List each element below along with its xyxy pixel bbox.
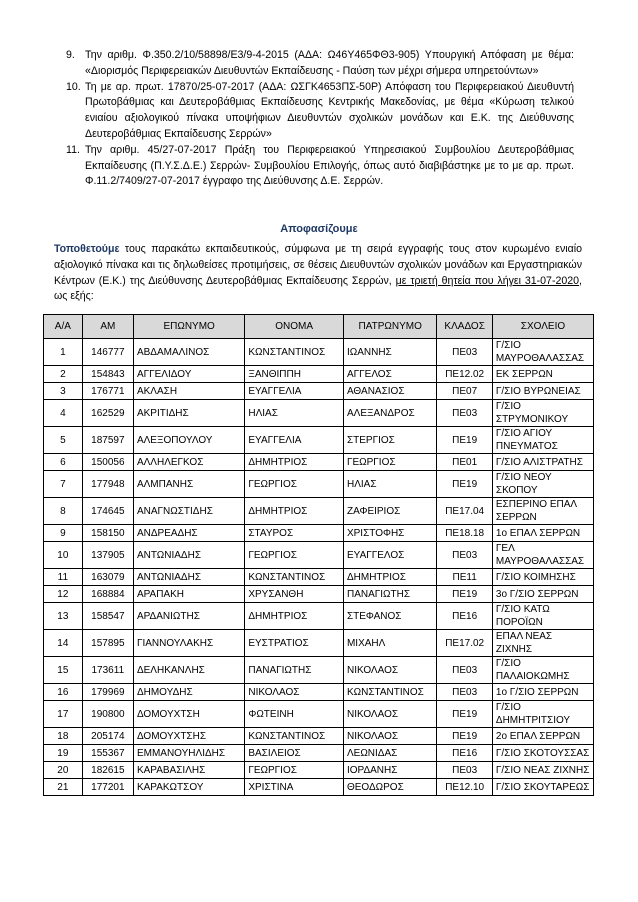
- list-item: [66, 80, 574, 143]
- item-number: 10.: [66, 80, 81, 93]
- table-body: [44, 339, 594, 796]
- considerations-list: [66, 48, 574, 190]
- cell-name: ΗΛΙΑΣ: [245, 400, 344, 427]
- table-header-row: [44, 315, 594, 339]
- cell-surname: ΚΑΡΑΒΑΣΙΛΗΣ: [133, 762, 244, 779]
- paragraph-text: τους παρακάτω εκπαιδευτικούς, σύμφωνα με τη σειρά εγγραφής τους στον κυρωμένο ενιαίο αξιολογικό πίνακα και τις δηλωθείσες προτιμήσεις, σε θέσεις Διευθυντών σχολικών μονάδων και Εργαστηριακών Κέντρων (Ε.Κ.) της Διεύθυνσης Δευτεροβάθμιας Εκπαίδευσης Σερρών,: [54, 243, 582, 287]
- cell-surname: ΚΑΡΑΚΩΤΣΟΥ: [133, 779, 244, 796]
- cell-surname: ΕΜΜΑΝΟΥΗΛΙΔΗΣ: [133, 745, 244, 762]
- cell-specialty: ΠΕ19: [437, 471, 492, 498]
- cell-specialty: ΠΕ03: [437, 339, 492, 366]
- cell-school: 2ο ΕΠΑΛ ΣΕΡΡΩΝ: [492, 728, 593, 745]
- cell-school: 1ο Γ/ΣΙΟ ΣΕΡΡΩΝ: [492, 684, 593, 701]
- decision-heading: Αποφασίζουμε: [280, 223, 358, 235]
- table-row: [44, 728, 594, 745]
- cell-father-name: ΓΕΩΡΓΙΟΣ: [343, 454, 436, 471]
- cell-specialty: ΠΕ11: [437, 569, 492, 586]
- paragraph-tail: , ως εξής:: [54, 274, 582, 303]
- cell-school: Γ/ΣΙΟ ΣΤΡΥΜΟΝΙΚΟΥ: [492, 400, 593, 427]
- cell-am: 187597: [82, 427, 133, 454]
- cell-specialty: ΠΕ18.18: [437, 525, 492, 542]
- cell-am: 179969: [82, 684, 133, 701]
- cell-name: ΚΩΝΣΤΑΝΤΙΝΟΣ: [245, 569, 344, 586]
- cell-school: Γ/ΣΙΟ ΝΕΟΥ ΣΚΟΠΟΥ: [492, 471, 593, 498]
- item-text: Τη με αρ. πρωτ. 17870/25-07-2017 (ΑΔΑ: ΩΣΓΚ4653ΠΣ-50Ρ) Απόφαση του Περιφερειακού Διευθυντή Πρωτοβάθμιας και Δευτεροβάθμιας Εκπαίδευσης Κεντρικής Μακεδονίας, με θέμα «Κύρωση τελικού ενιαίου αξιολογικού πίνακα υποψήφιων Διευθυντών σχολικών μονάδων και Ε.Κ. της Διεύθυνσης Δευτεροβάθμιας Εκπαίδευσης Σερρών»: [85, 80, 574, 140]
- cell-name: ΝΙΚΟΛΑΟΣ: [245, 684, 344, 701]
- cell-father-name: ΙΟΡΔΑΝΗΣ: [343, 762, 436, 779]
- cell-school: Γ/ΣΙΟ ΒΥΡΩΝΕΙΑΣ: [492, 383, 593, 400]
- cell-school: Γ/ΣΙΟ ΚΟΙΜΗΣΗΣ: [492, 569, 593, 586]
- cell-father-name: ΑΓΓΕΛΟΣ: [343, 366, 436, 383]
- cell-aa: 19: [44, 745, 83, 762]
- table-row: [44, 498, 594, 525]
- cell-am: 163079: [82, 569, 133, 586]
- table-row: [44, 542, 594, 569]
- table-row: [44, 400, 594, 427]
- cell-father-name: ΕΥΑΓΓΕΛΟΣ: [343, 542, 436, 569]
- cell-name: ΔΗΜΗΤΡΙΟΣ: [245, 498, 344, 525]
- cell-school: 3ο Γ/ΣΙΟ ΣΕΡΡΩΝ: [492, 586, 593, 603]
- cell-father-name: ΛΕΩΝΙΔΑΣ: [343, 745, 436, 762]
- table-row: [44, 745, 594, 762]
- table-row: [44, 569, 594, 586]
- table-row: [44, 701, 594, 728]
- header-specialty: ΚΛΑΔΟΣ: [437, 315, 492, 339]
- cell-aa: 4: [44, 400, 83, 427]
- cell-specialty: ΠΕ17.02: [437, 630, 492, 657]
- cell-specialty: ΠΕ03: [437, 657, 492, 684]
- cell-father-name: ΧΡΙΣΤΟΦΗΣ: [343, 525, 436, 542]
- cell-name: ΧΡΙΣΤΙΝΑ: [245, 779, 344, 796]
- cell-school: Γ/ΣΙΟ ΠΑΛΑΙΟΚΩΜΗΣ: [492, 657, 593, 684]
- cell-specialty: ΠΕ19: [437, 701, 492, 728]
- cell-surname: ΑΛΜΠΑΝΗΣ: [133, 471, 244, 498]
- table-row: [44, 684, 594, 701]
- cell-specialty: ΠΕ07: [437, 383, 492, 400]
- table-row: [44, 586, 594, 603]
- cell-specialty: ΠΕ12.10: [437, 779, 492, 796]
- cell-aa: 13: [44, 603, 83, 630]
- cell-school: ΕΠΑΛ ΝΕΑΣ ΖΙΧΝΗΣ: [492, 630, 593, 657]
- table-row: [44, 603, 594, 630]
- cell-aa: 6: [44, 454, 83, 471]
- cell-aa: 1: [44, 339, 83, 366]
- cell-surname: ΔΟΜΟΥΧΤΣΗΣ: [133, 728, 244, 745]
- header-surname: ΕΠΩΝΥΜΟ: [133, 315, 244, 339]
- table-row: [44, 427, 594, 454]
- cell-school: Γ/ΣΙΟ ΝΕΑΣ ΖΙΧΝΗΣ: [492, 762, 593, 779]
- cell-am: 155367: [82, 745, 133, 762]
- cell-surname: ΑΓΓΕΛΙΔΟΥ: [133, 366, 244, 383]
- cell-father-name: ΣΤΕΡΓΙΟΣ: [343, 427, 436, 454]
- cell-am: 168884: [82, 586, 133, 603]
- item-number: 9.: [66, 49, 75, 61]
- table-row: [44, 779, 594, 796]
- cell-specialty: ΠΕ19: [437, 728, 492, 745]
- cell-name: ΚΩΝΣΤΑΝΤΙΝΟΣ: [245, 728, 344, 745]
- item-text: Την αριθμ. 45/27-07-2017 Πράξη του Περιφερειακού Υπηρεσιακού Συμβουλίου Δευτεροβάθμιας Εκπαίδευσης (Π.Υ.Σ.Δ.Ε.) Σερρών- Συμβουλίου Επιλογής, όπως αυτό διαβιβάστηκε με το με αρ. πρωτ. Φ.11.2/7409/27-07-2017 έγγραφο της Διεύθυνσης Δ.Ε. Σερρών.: [85, 143, 574, 188]
- cell-surname: ΔΗΜΟΥΔΗΣ: [133, 684, 244, 701]
- cell-specialty: ΠΕ03: [437, 542, 492, 569]
- cell-am: 173611: [82, 657, 133, 684]
- header-school: ΣΧΟΛΕΙΟ: [492, 315, 593, 339]
- cell-am: 190800: [82, 701, 133, 728]
- paragraph-underlined: με τριετή θητεία που λήγει 31-07-2020: [395, 274, 580, 287]
- cell-name: ΓΕΩΡΓΙΟΣ: [245, 542, 344, 569]
- cell-name: ΕΥΑΓΓΕΛΙΑ: [245, 383, 344, 400]
- cell-specialty: ΠΕ19: [437, 586, 492, 603]
- cell-father-name: ΝΙΚΟΛΑΟΣ: [343, 728, 436, 745]
- table-row: [44, 383, 594, 400]
- cell-surname: ΓΙΑΝΝΟΥΛΑΚΗΣ: [133, 630, 244, 657]
- cell-father-name: ΝΙΚΟΛΑΟΣ: [343, 657, 436, 684]
- table-row: [44, 525, 594, 542]
- cell-specialty: ΠΕ01: [437, 454, 492, 471]
- cell-name: ΕΥΣΤΡΑΤΙΟΣ: [245, 630, 344, 657]
- table-row: [44, 454, 594, 471]
- cell-surname: ΔΕΛΗΚΑΝΛΗΣ: [133, 657, 244, 684]
- cell-aa: 7: [44, 471, 83, 498]
- cell-school: Γ/ΣΙΟ ΜΑΥΡΟΘΑΛΑΣΣΑΣ: [492, 339, 593, 366]
- header-aa: Α/Α: [44, 315, 83, 339]
- cell-school: Γ/ΣΙΟ ΔΗΜΗΤΡΙΤΣΙΟΥ: [492, 701, 593, 728]
- cell-father-name: ΙΩΑΝΝΗΣ: [343, 339, 436, 366]
- cell-aa: 16: [44, 684, 83, 701]
- cell-surname: ΑΝΤΩΝΙΑΔΗΣ: [133, 542, 244, 569]
- cell-name: ΠΑΝΑΓΙΩΤΗΣ: [245, 657, 344, 684]
- cell-am: 158150: [82, 525, 133, 542]
- item-text: Την αριθμ. Φ.350.2/10/58898/Ε3/9-4-2015 (ΑΔΑ: Ω46Υ465ΦΘ3-905) Υπουργική Απόφαση με θέμα: «Διορισμός Περιφερειακών Διευθυντών Εκπαίδευσης - Παύση των μέχρι σήμερα υπηρετούντων»: [85, 49, 574, 77]
- cell-school: Γ/ΣΙΟ ΣΚΟΥΤΑΡΕΩΣ: [492, 779, 593, 796]
- cell-name: ΓΕΩΡΓΙΟΣ: [245, 471, 344, 498]
- cell-specialty: ΠΕ17.04: [437, 498, 492, 525]
- cell-father-name: ΝΙΚΟΛΑΟΣ: [343, 701, 436, 728]
- table-row: [44, 657, 594, 684]
- cell-school: Γ/ΣΙΟ ΑΛΙΣΤΡΑΤΗΣ: [492, 454, 593, 471]
- cell-am: 150056: [82, 454, 133, 471]
- cell-surname: ΑΡΑΠΑΚΗ: [133, 586, 244, 603]
- cell-aa: 11: [44, 569, 83, 586]
- cell-surname: ΑΡΔΑΝΙΩΤΗΣ: [133, 603, 244, 630]
- cell-surname: ΑΚΛΑΣΗ: [133, 383, 244, 400]
- cell-am: 146777: [82, 339, 133, 366]
- list-item: [66, 48, 574, 80]
- cell-name: ΔΗΜΗΤΡΙΟΣ: [245, 603, 344, 630]
- cell-father-name: ΠΑΝΑΓΙΩΤΗΣ: [343, 586, 436, 603]
- cell-surname: ΑΝΔΡΕΑΔΗΣ: [133, 525, 244, 542]
- cell-name: ΦΩΤΕΙΝΗ: [245, 701, 344, 728]
- cell-father-name: ΑΘΑΝΑΣΙΟΣ: [343, 383, 436, 400]
- table-row: [44, 762, 594, 779]
- cell-school: Γ/ΣΙΟ ΑΓΙΟΥ ΠΝΕΥΜΑΤΟΣ: [492, 427, 593, 454]
- cell-specialty: ΠΕ19: [437, 427, 492, 454]
- table-row: [44, 339, 594, 366]
- cell-am: 137905: [82, 542, 133, 569]
- cell-specialty: ΠΕ03: [437, 684, 492, 701]
- cell-am: 154843: [82, 366, 133, 383]
- cell-specialty: ΠΕ16: [437, 745, 492, 762]
- table-row: [44, 471, 594, 498]
- cell-am: 174645: [82, 498, 133, 525]
- cell-surname: ΑΚΡΙΤΙΔΗΣ: [133, 400, 244, 427]
- cell-school: ΓΕΛ ΜΑΥΡΟΘΑΛΑΣΣΑΣ: [492, 542, 593, 569]
- table-row: [44, 630, 594, 657]
- cell-aa: 12: [44, 586, 83, 603]
- cell-aa: 8: [44, 498, 83, 525]
- cell-specialty: ΠΕ03: [437, 400, 492, 427]
- cell-name: ΓΕΩΡΓΙΟΣ: [245, 762, 344, 779]
- cell-name: ΔΗΜΗΤΡΙΟΣ: [245, 454, 344, 471]
- cell-school: 1ο ΕΠΑΛ ΣΕΡΡΩΝ: [492, 525, 593, 542]
- cell-aa: 10: [44, 542, 83, 569]
- cell-aa: 21: [44, 779, 83, 796]
- cell-aa: 9: [44, 525, 83, 542]
- cell-aa: 20: [44, 762, 83, 779]
- cell-father-name: ΘΕΟΔΩΡΟΣ: [343, 779, 436, 796]
- cell-specialty: ΠΕ03: [437, 762, 492, 779]
- cell-school: ΕΚ ΣΕΡΡΩΝ: [492, 366, 593, 383]
- cell-am: 182615: [82, 762, 133, 779]
- cell-aa: 18: [44, 728, 83, 745]
- cell-aa: 15: [44, 657, 83, 684]
- placements-table: [43, 314, 594, 796]
- cell-name: ΧΡΥΣΑΝΘΗ: [245, 586, 344, 603]
- cell-surname: ΔΟΜΟΥΧΤΣΗ: [133, 701, 244, 728]
- cell-am: 157895: [82, 630, 133, 657]
- cell-school: ΕΣΠΕΡΙΝΟ ΕΠΑΛ ΣΕΡΡΩΝ: [492, 498, 593, 525]
- decision-paragraph: [54, 242, 582, 305]
- cell-surname: ΑΝΑΓΝΩΣΤΙΔΗΣ: [133, 498, 244, 525]
- cell-aa: 2: [44, 366, 83, 383]
- cell-am: 177201: [82, 779, 133, 796]
- table-row: [44, 366, 594, 383]
- cell-am: 176771: [82, 383, 133, 400]
- cell-name: ΞΑΝΘΙΠΠΗ: [245, 366, 344, 383]
- cell-surname: ΑΝΤΩΝΙΑΔΗΣ: [133, 569, 244, 586]
- cell-father-name: ΖΑΦΕΙΡΙΟΣ: [343, 498, 436, 525]
- cell-father-name: ΗΛΙΑΣ: [343, 471, 436, 498]
- cell-father-name: ΚΩΝΣΤΑΝΤΙΝΟΣ: [343, 684, 436, 701]
- cell-aa: 3: [44, 383, 83, 400]
- cell-specialty: ΠΕ12.02: [437, 366, 492, 383]
- cell-aa: 14: [44, 630, 83, 657]
- cell-school: Γ/ΣΙΟ ΣΚΟΤΟΥΣΣΑΣ: [492, 745, 593, 762]
- cell-father-name: ΜΙΧΑΗΛ: [343, 630, 436, 657]
- cell-father-name: ΔΗΜΗΤΡΙΟΣ: [343, 569, 436, 586]
- cell-name: ΚΩΝΣΤΑΝΤΙΝΟΣ: [245, 339, 344, 366]
- cell-am: 177948: [82, 471, 133, 498]
- paragraph-bold-lead: Τοποθετούμε: [54, 243, 120, 255]
- cell-name: ΕΥΑΓΓΕΛΙΑ: [245, 427, 344, 454]
- cell-specialty: ΠΕ16: [437, 603, 492, 630]
- cell-am: 162529: [82, 400, 133, 427]
- cell-surname: ΑΛΛΗΛΕΓΚΟΣ: [133, 454, 244, 471]
- cell-father-name: ΣΤΕΦΑΝΟΣ: [343, 603, 436, 630]
- cell-am: 158547: [82, 603, 133, 630]
- cell-surname: ΑΛΕΞΟΠΟΥΛΟΥ: [133, 427, 244, 454]
- cell-father-name: ΑΛΕΞΑΝΔΡΟΣ: [343, 400, 436, 427]
- header-am: ΑΜ: [82, 315, 133, 339]
- cell-surname: ΑΒΔΑΜΑΛΙΝΟΣ: [133, 339, 244, 366]
- cell-school: Γ/ΣΙΟ ΚΑΤΩ ΠΟΡΟΪΩΝ: [492, 603, 593, 630]
- header-father-name: ΠΑΤΡΩΝΥΜΟ: [343, 315, 436, 339]
- cell-aa: 17: [44, 701, 83, 728]
- header-name: ΟΝΟΜΑ: [245, 315, 344, 339]
- cell-name: ΣΤΑΥΡΟΣ: [245, 525, 344, 542]
- list-item: [66, 143, 574, 190]
- cell-am: 205174: [82, 728, 133, 745]
- cell-aa: 5: [44, 427, 83, 454]
- cell-name: ΒΑΣΙΛΕΙΟΣ: [245, 745, 344, 762]
- item-number: 11.: [66, 143, 80, 156]
